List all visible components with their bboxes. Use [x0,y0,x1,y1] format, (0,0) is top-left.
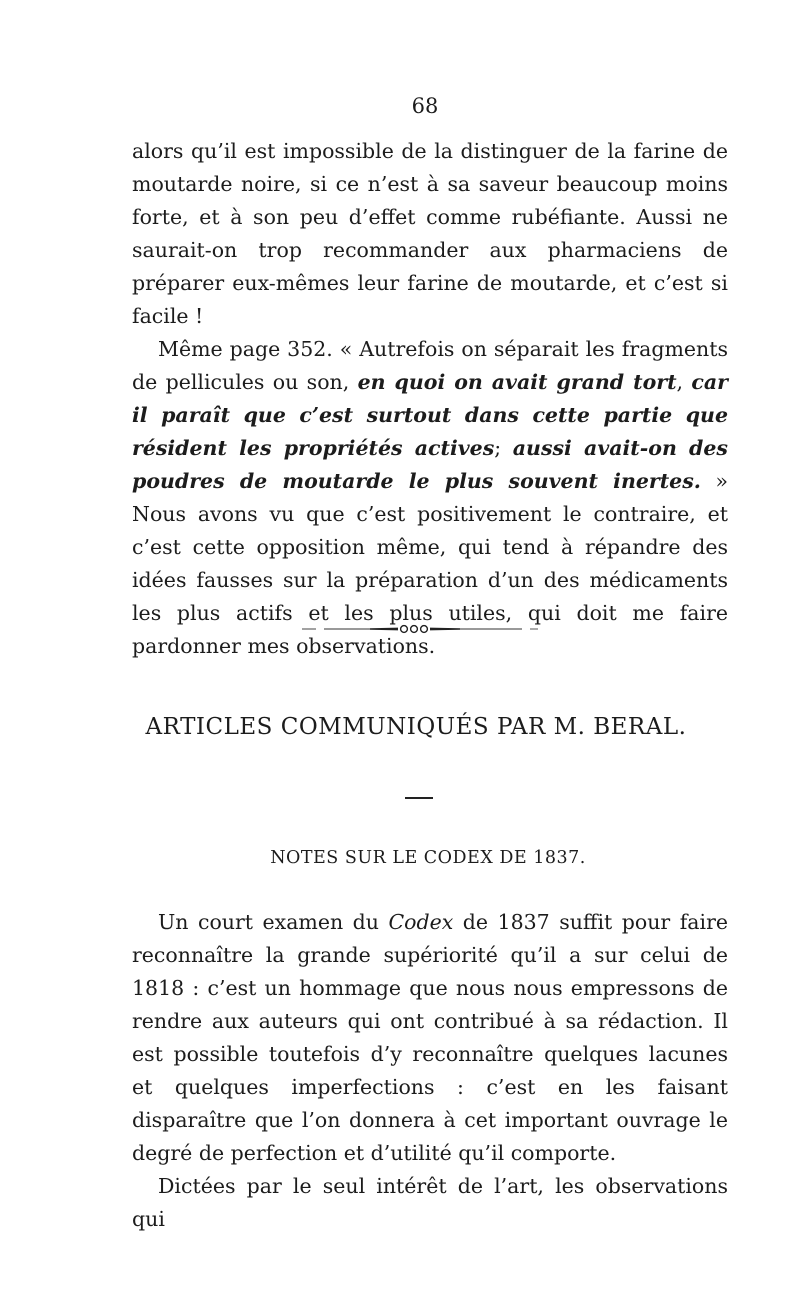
codex-title: Codex [388,910,454,934]
quote-italic-2: car il paraît que c’est surtout dans cette partie que résident les propriétés actives [132,370,728,460]
paragraph-dictees: Dictées par le seul intérêt de l’art, les observations qui [132,1174,728,1231]
sub-heading: NOTES SUR LE CODEX DE 1837. [270,848,586,868]
codex-lead: Un court examen du [158,910,389,934]
paragraph-mustard-flour: alors qu’il est impossible de la distinguer de la farine de moutarde noire, si ce n’est à sa saveur beaucoup moins forte, et à son peu d’effet comme rubéfiante. Aussi ne saurait-on trop recommander aux pharmaciens de préparer eux-mêmes leur farine de moutarde, et c’est si facile ! [132,139,728,328]
codex-body: de 1837 suffit pour faire reconnaître la grande supériorité qu’il a sur celui de 1818 : c’est un hommage que nous nous empressons de rendre aux auteurs qui ont contribué à sa rédaction. Il est possible toutefois d’y reconnaître quelques lacunes et quelques imperfections : c’est en les faisant disparaître que l’on donnera à cet important ouvrage le degré de perfection et d’utilité qu’il comporte. [132,910,728,1165]
page-number: 68 [411,94,439,118]
ornament-divider [300,622,540,636]
quote-italic-3: aussi avait-on des poudres de moutarde le plus souvent inertes. [132,436,728,493]
quote-italic-1: en quoi on avait grand tort [357,370,677,394]
quote-separator-1: , [676,370,692,394]
paragraph-page-352-quote [132,333,728,663]
quote-lead: Même page 352. « Autrefois on séparait les fragments de pellicules ou son, [132,337,728,394]
text-block-bottom [132,906,728,1236]
quote-separator-2: ; [494,436,513,460]
heading-dash [405,797,433,799]
text-block-top [132,135,728,663]
paragraph-codex-review [132,906,728,1170]
section-heading: ARTICLES COMMUNIQUÉS PAR M. BERAL. [145,714,687,740]
quote-tail: » Nous avons vu que c’est positivement le contraire, et c’est cette opposition même, qui tend à répandre des idées fausses sur la préparation d’un des médicaments les plus actifs et les plus utiles, qui doit me faire pardonner mes observations. [132,469,728,658]
